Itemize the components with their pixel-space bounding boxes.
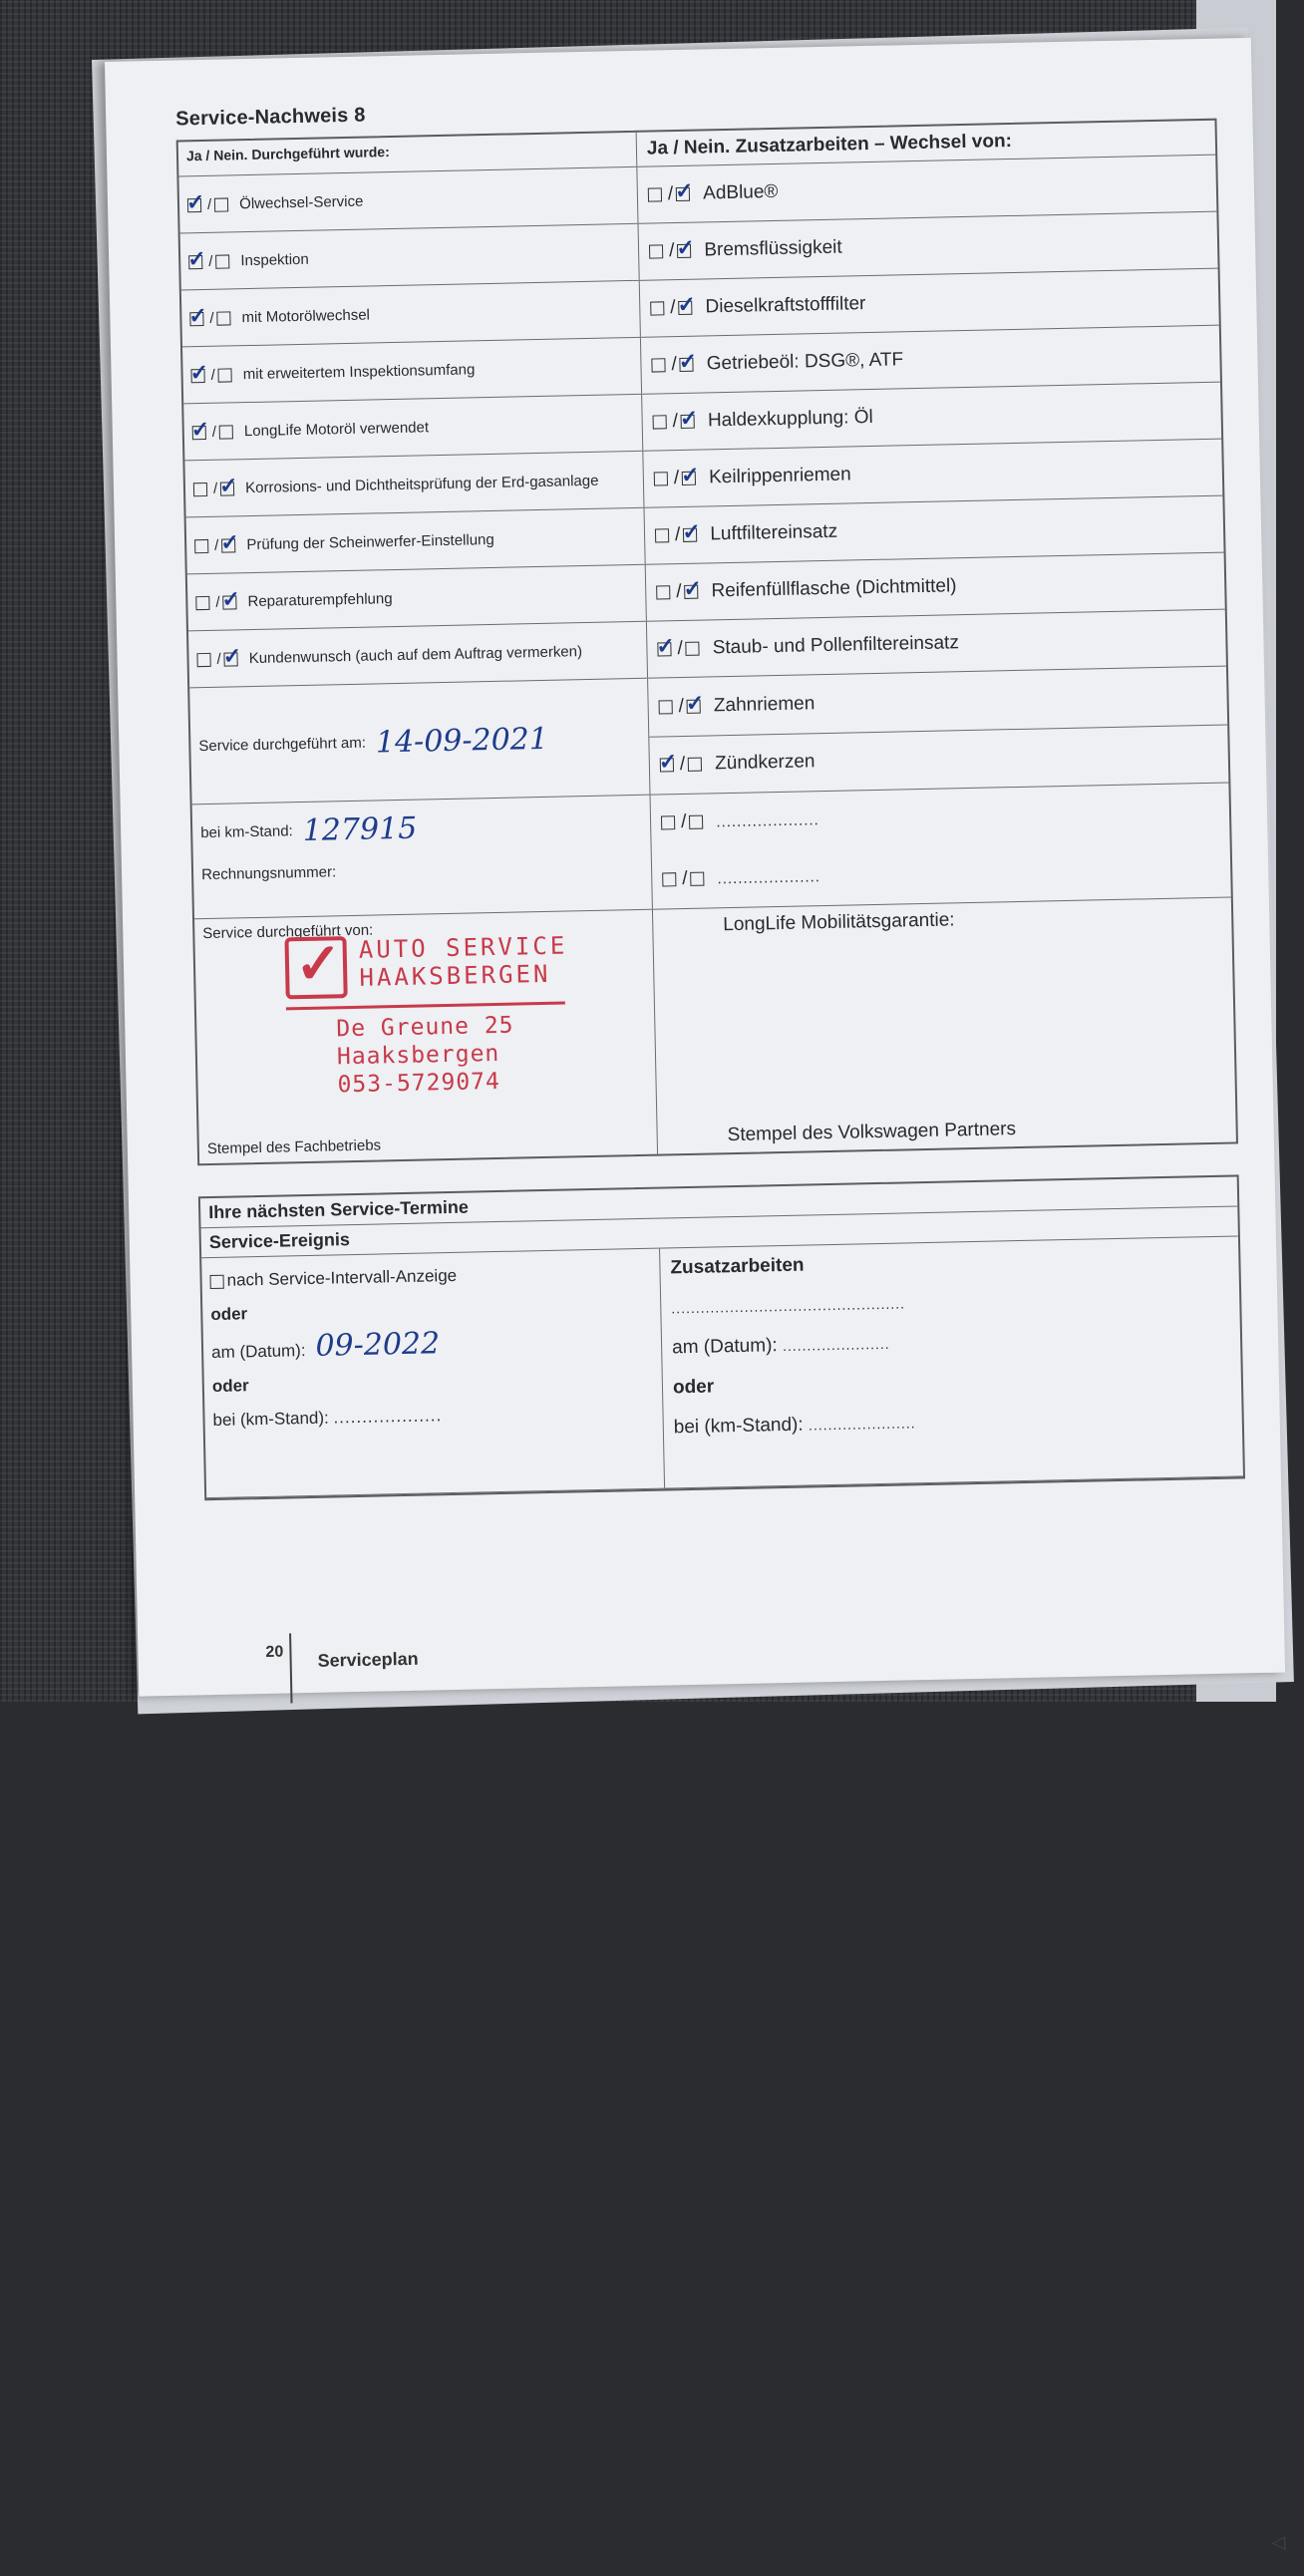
extra-date-dots: ...................... — [782, 1335, 890, 1355]
left-checkbox-pair — [189, 359, 235, 385]
stamp-city: Haaksbergen — [336, 1040, 500, 1071]
next-heading: Ihre nächsten Service-Termine — [207, 1196, 470, 1223]
checkbox-ja[interactable] — [196, 652, 210, 666]
checkbox-nein[interactable] — [689, 815, 703, 829]
checkbox-empty[interactable] — [662, 872, 676, 886]
invoice-row: Rechnungsnummer: / .................... — [193, 839, 1231, 920]
checkbox-nein[interactable]: ✓ — [221, 585, 241, 612]
left-checkbox-pair — [196, 642, 242, 669]
right-item-label: Reifenfüllflasche (Dichtmittel) — [711, 575, 957, 602]
checkbox-ja[interactable]: ✓ — [656, 633, 676, 659]
left-item-label: Prüfung der Scheinwerfer-Einstellung — [246, 530, 494, 553]
extra-date-label: am (Datum): — [671, 1335, 778, 1359]
next-km-dots: ................... — [333, 1406, 443, 1428]
checkbox-nein[interactable] — [216, 311, 230, 325]
left-checkbox-pair — [186, 245, 233, 271]
checkbox-ja[interactable] — [648, 187, 662, 201]
left-item-label: mit erweitertem Inspektionsumfang — [242, 360, 476, 383]
checkbox-nein[interactable] — [688, 758, 702, 772]
service-booklet-page — [105, 38, 1286, 2553]
slash-separator: / — [206, 195, 212, 213]
km-handwritten: 127915 — [302, 810, 418, 848]
right-checkbox-pair — [651, 348, 698, 377]
longlife-label: LongLife Mobilitätsgarantie: — [723, 909, 955, 936]
right-checkbox-pair — [648, 177, 694, 206]
slash-separator: / — [208, 252, 213, 270]
extra-dots: ................................................ — [671, 1295, 906, 1317]
checkbox-nein[interactable] — [219, 425, 233, 439]
service-record-table — [176, 119, 1238, 1166]
checkbox-ja[interactable]: ✓ — [185, 188, 205, 214]
left-cell — [184, 452, 644, 517]
right-item-label: Zündkerzen — [714, 751, 815, 775]
slash-separator: / — [678, 695, 685, 717]
checkbox-empty[interactable] — [690, 872, 704, 886]
stamp-phone: 053-5729074 — [337, 1068, 501, 1099]
left-cell — [189, 679, 650, 805]
next-date-label: am (Datum): — [210, 1341, 306, 1363]
left-item-label: Inspektion — [240, 250, 309, 269]
page-divider — [289, 1633, 292, 1703]
slash-separator: / — [210, 366, 215, 384]
left-cell — [181, 281, 641, 347]
next-date-handwritten: 09-2022 — [315, 1326, 441, 1364]
slash-separator: / — [216, 650, 221, 668]
checkbox-ja[interactable] — [655, 528, 669, 542]
left-item-label: Korrosions- und Dichtheitsprüfung der Erd-gasanlage — [244, 472, 599, 496]
stamp-row — [194, 898, 1236, 1164]
slash-separator: / — [209, 309, 214, 327]
slash-separator: / — [677, 637, 683, 660]
item-rows — [178, 156, 1229, 861]
checkbox-ja[interactable] — [661, 815, 675, 829]
checkbox-ja[interactable]: ✓ — [658, 749, 678, 775]
slash-separator: / — [671, 354, 677, 376]
slash-separator: / — [670, 297, 676, 319]
left-item-label: Reparaturempfehlung — [247, 589, 393, 610]
right-checkbox-pair — [656, 633, 703, 661]
right-checkbox-pair — [655, 518, 701, 547]
extra-km-dots: ...................... — [808, 1415, 916, 1434]
checkbox-nein[interactable]: ✓ — [682, 518, 701, 544]
left-checkbox-pair — [190, 416, 237, 442]
checkbox-nein[interactable] — [218, 368, 232, 382]
checkbox-ja[interactable] — [193, 482, 207, 495]
right-checkbox-pair — [654, 462, 700, 490]
checkbox-ja[interactable]: ✓ — [189, 359, 209, 385]
right-cell — [648, 667, 1228, 795]
checkbox-ja[interactable] — [656, 585, 670, 599]
stamp-street: De Greune 25 — [336, 1012, 514, 1043]
checkbox-nein[interactable]: ✓ — [218, 472, 238, 498]
invoice-label: Rechnungsnummer: — [200, 863, 337, 884]
slash-separator: / — [673, 468, 680, 489]
left-checkbox-pair — [194, 528, 239, 555]
checkbox-nein[interactable] — [214, 197, 228, 211]
document — [145, 59, 1286, 2553]
left-item-label: mit Motorölwechsel — [241, 305, 371, 326]
next-km-label: bei (km-Stand): — [212, 1408, 329, 1431]
section-name: Serviceplan — [317, 1648, 419, 1671]
service-date-label: Service durchgeführt am: — [198, 734, 367, 755]
right-checkbox-pair — [656, 575, 703, 604]
right-checkbox-pair — [652, 405, 699, 434]
checkbox-ja[interactable] — [649, 244, 663, 258]
or-label: oder — [211, 1376, 249, 1397]
done-by-label: Service durchgeführt von: — [202, 921, 374, 943]
blank-line: .................... — [717, 867, 821, 887]
event-label: Service-Ereignis — [208, 1229, 351, 1253]
checkbox-nein[interactable]: ✓ — [683, 575, 703, 601]
right-item-label: Luftfiltereinsatz — [710, 520, 838, 545]
left-cell — [182, 338, 642, 404]
checkbox-nein[interactable]: ✓ — [680, 462, 700, 487]
left-item-label: Kundenwunsch (auch auf dem Auftrag vermerken) — [248, 642, 583, 667]
checkbox-nein[interactable] — [686, 642, 700, 656]
left-checkbox-pair — [188, 302, 234, 328]
service-date-handwritten: 14-09-2021 — [375, 721, 549, 760]
slash-separator: / — [674, 524, 681, 546]
checkbox-nein[interactable]: ✓ — [222, 642, 242, 669]
triangle-marker-icon: ◁ — [1271, 2531, 1286, 2553]
right-checkbox-pair — [649, 234, 696, 263]
right-item-label: Bremsflüssigkeit — [704, 236, 842, 261]
left-item-label: LongLife Motoröl verwendet — [243, 418, 430, 440]
checkbox-nein[interactable]: ✓ — [677, 291, 697, 318]
checkbox-ja[interactable] — [194, 538, 208, 552]
checkbox-ja[interactable] — [659, 700, 673, 714]
stamp-rule — [286, 1002, 565, 1011]
right-item-label: AdBlue® — [702, 180, 779, 204]
checkbox-ja[interactable] — [195, 595, 209, 609]
checkbox-ja[interactable]: ✓ — [190, 416, 210, 442]
interval-label: nach Service-Intervall-Anzeige — [226, 1265, 458, 1290]
checkbox-empty[interactable] — [210, 1274, 224, 1288]
extra-label: Zusatzarbeiten — [670, 1254, 805, 1279]
checkmark-logo-icon: ✓ — [284, 936, 347, 999]
checkbox-nein[interactable] — [215, 254, 229, 268]
checkbox-nein[interactable]: ✓ — [685, 690, 705, 716]
left-item-label: Ölwechsel-Service — [239, 192, 364, 212]
left-checkbox-pair — [185, 188, 232, 214]
checkbox-ja[interactable]: ✓ — [186, 245, 206, 271]
checkbox-nein[interactable]: ✓ — [674, 177, 694, 204]
or-label: oder — [210, 1304, 248, 1325]
right-item-label: Zahnriemen — [713, 692, 815, 717]
checkbox-ja[interactable] — [650, 301, 664, 315]
slash-separator: / — [213, 536, 219, 554]
slash-separator: / — [211, 423, 217, 441]
right-checkbox-pair — [650, 291, 697, 320]
left-cell — [180, 224, 640, 290]
slash-separator: / — [668, 240, 675, 262]
right-checkbox-pair — [658, 749, 706, 777]
checkbox-nein[interactable]: ✓ — [220, 528, 239, 555]
checkbox-nein[interactable]: ✓ — [678, 348, 698, 374]
next-body-row — [201, 1236, 1243, 1498]
left-cell — [186, 508, 646, 574]
checkbox-nein[interactable]: ✓ — [676, 234, 696, 261]
right-item-label: Dieselkraftstofffilter — [705, 293, 866, 318]
left-checkbox-pair — [195, 585, 241, 612]
slash-separator: / — [667, 183, 674, 205]
left-header: Ja / Nein. Durchgeführt wurde: — [178, 133, 638, 176]
left-cell — [183, 395, 643, 461]
right-subrow — [649, 725, 1228, 795]
right-checkbox-pair — [658, 690, 705, 718]
stamp-line2: HAAKSBERGEN — [359, 959, 551, 992]
slash-separator: / — [212, 480, 218, 497]
checkbox-ja[interactable] — [651, 358, 665, 372]
left-cell — [187, 565, 647, 631]
right-header: Ja / Nein. Zusatzarbeiten – Wechsel von: — [646, 130, 1013, 160]
table-row — [189, 667, 1228, 805]
workshop-stamp — [284, 931, 570, 1100]
right-item-label: Haldexkupplung: Öl — [707, 406, 873, 432]
left-checkbox-pair — [193, 472, 238, 498]
left-cell — [188, 622, 648, 688]
right-checkbox-pair — [661, 811, 707, 834]
right-item-label: Staub- und Pollenfiltereinsatz — [712, 632, 960, 659]
extra-km-label: bei (km-Stand): — [673, 1414, 804, 1439]
slash-separator: / — [215, 593, 220, 611]
slash-separator: / — [679, 754, 686, 776]
stamp-label-left: Stempel des Fachbetriebs — [206, 1136, 382, 1158]
right-item-label: .................... — [716, 810, 819, 830]
stamp-line1: AUTO SERVICE — [358, 931, 568, 964]
checkbox-ja[interactable]: ✓ — [188, 302, 208, 328]
km-label: bei km-Stand: — [200, 821, 293, 841]
right-item-label: Keilrippenriemen — [708, 464, 851, 488]
slash-separator: / — [676, 581, 682, 603]
slash-separator: / — [672, 411, 679, 433]
extra-or-label: oder — [672, 1376, 715, 1399]
stamp-label-right: Stempel des Volkswagen Partners — [727, 1119, 1017, 1146]
checkbox-nein[interactable]: ✓ — [679, 405, 699, 431]
checkbox-ja[interactable] — [654, 472, 668, 485]
slash-separator: / — [680, 810, 687, 833]
left-cell — [192, 796, 652, 861]
page-title: Service-Nachweis 8 — [174, 104, 366, 131]
right-item-label: Getriebeöl: DSG®, ATF — [706, 349, 904, 375]
checkbox-ja[interactable] — [653, 415, 667, 429]
page-number: 20 — [265, 1643, 284, 1661]
left-cell — [178, 167, 638, 233]
